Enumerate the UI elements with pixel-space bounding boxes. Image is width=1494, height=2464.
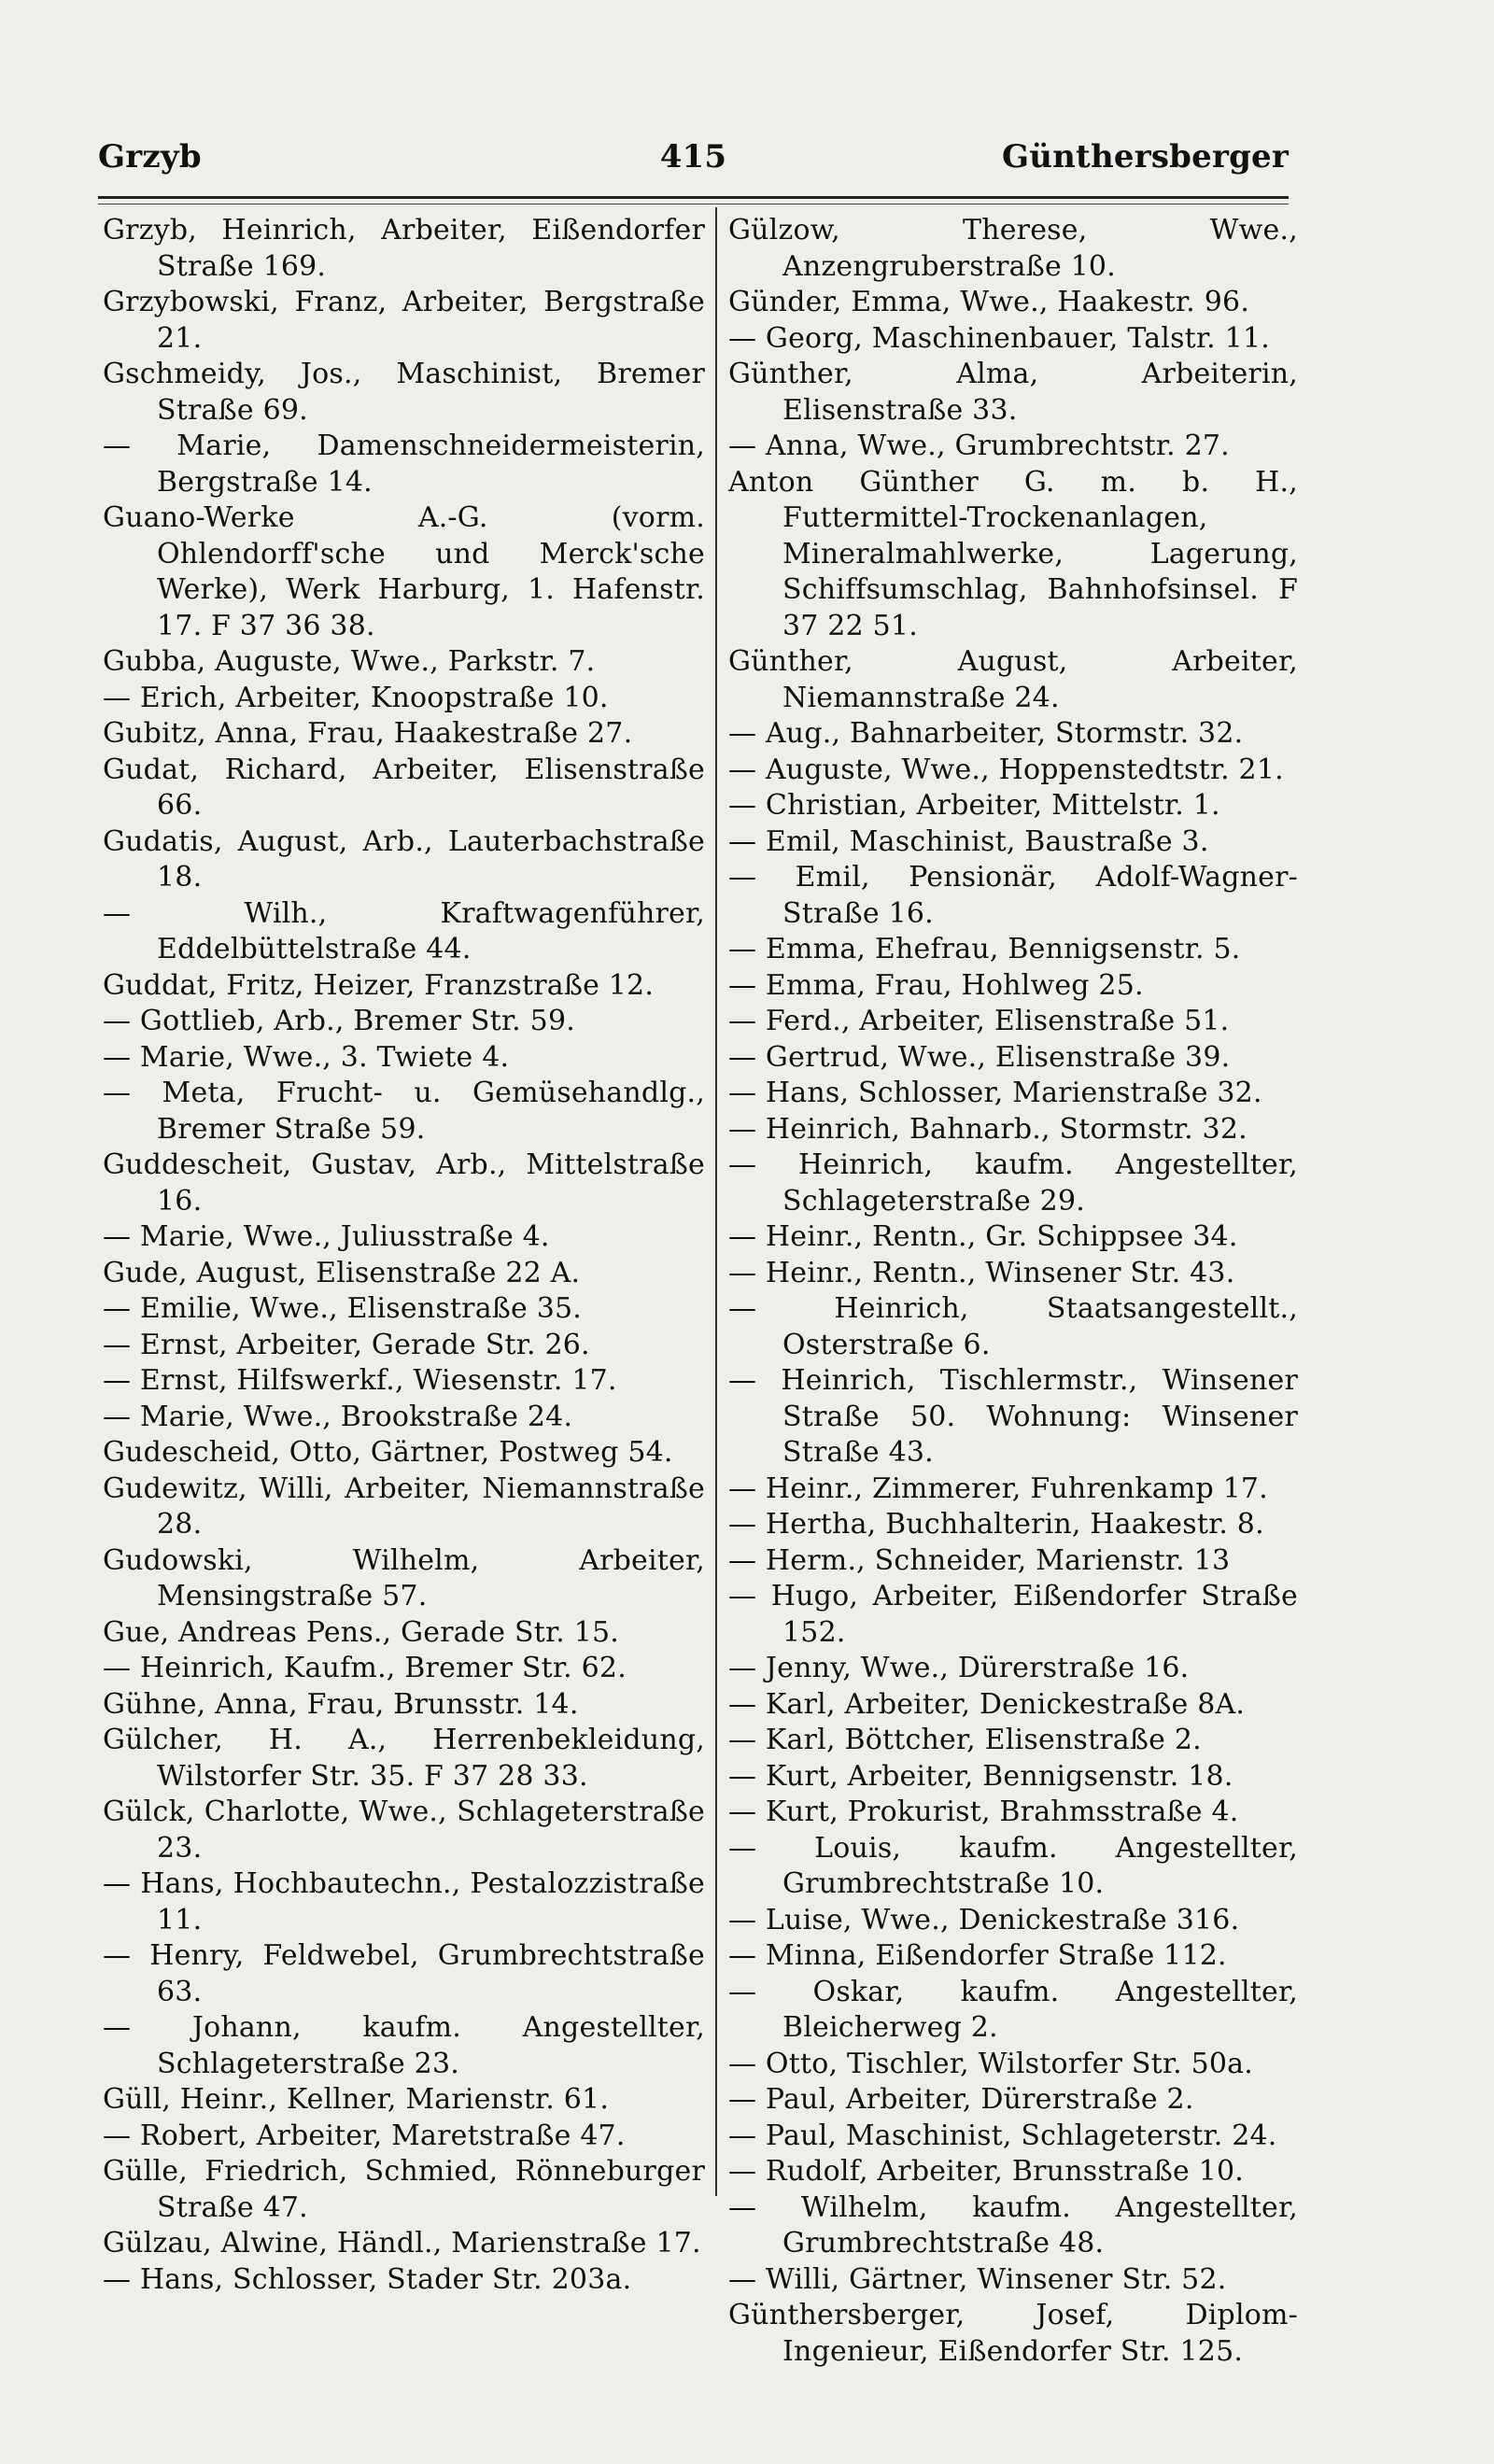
directory-entry: — Christian, Arbeiter, Mittelstr. 1. (728, 789, 1220, 822)
directory-entry: — Jenny, Wwe., Dürerstraße 16. (728, 1652, 1190, 1684)
directory-entry: Grzyb, Heinrich, Arbeiter, Eißendorfer Straße 169. (103, 214, 705, 283)
directory-entry: Gülle, Friedrich, Schmied, Rönneburger Straße 47. (103, 2155, 705, 2224)
directory-entry: — Gertrud, Wwe., Elisenstraße 39. (728, 1040, 1231, 1074)
directory-entry: — Kurt, Arbeiter, Bennigsenstr. 18. (728, 1759, 1233, 1793)
directory-entry: Anton Günther G. m. b. H., Futtermittel-Trockenanlagen, Mineralmahlwerke, Lagerung, Schiffsumschlag, Bahnhofsinsel. F 37 22 51. (728, 465, 1298, 642)
directory-entry: Günder, Emma, Wwe., Haakestr. 96. (728, 286, 1250, 318)
directory-entry: Gudescheid, Otto, Gärtner, Postweg 54. (103, 1436, 673, 1469)
directory-entry: — Georg, Maschinenbauer, Talstr. 11. (728, 321, 1270, 355)
directory-entry: — Heinrich, Tischlermstr., Winsener Straße 50. Wohnung: Winsener Straße 43. (728, 1364, 1298, 1469)
directory-entry: — Hans, Hochbautechn., Pestalozzistraße 11. (103, 1867, 705, 1936)
directory-entry: Gühne, Anna, Frau, Brunsstr. 14. (103, 1687, 579, 1721)
directory-entry: — Gottlieb, Arb., Bremer Str. 59. (103, 1005, 575, 1037)
directory-entry: — Karl, Böttcher, Elisenstraße 2. (728, 1724, 1202, 1756)
directory-entry: — Marie, Wwe., Juliusstraße 4. (103, 1220, 550, 1253)
directory-entry: — Emil, Maschinist, Baustraße 3. (728, 824, 1209, 858)
directory-entry: Gudat, Richard, Arbeiter, Elisenstraße 66. (103, 753, 705, 822)
directory-entry: — Anna, Wwe., Grumbrechtstr. 27. (728, 429, 1230, 462)
directory-entry: — Herm., Schneider, Marienstr. 13 (728, 1543, 1231, 1577)
directory-entry: — Wilhelm, kaufm. Angestellter, Grumbrechtstraße 48. (728, 2190, 1298, 2260)
directory-entry: — Wilh., Kraftwagenführer, Eddelbüttelstraße 44. (103, 896, 705, 965)
directory-entry: — Kurt, Prokurist, Brahmsstraße 4. (728, 1795, 1239, 1828)
directory-entry: — Heinrich, Bahnarb., Stormstr. 32. (728, 1112, 1247, 1146)
directory-entry: — Auguste, Wwe., Hoppenstedtstr. 21. (728, 753, 1284, 786)
directory-entry: — Paul, Arbeiter, Dürerstraße 2. (728, 2083, 1194, 2116)
directory-entry: Grzybowski, Franz, Arbeiter, Bergstraße 21. (103, 286, 705, 355)
directory-entry: — Robert, Arbeiter, Maretstraße 47. (103, 2119, 626, 2152)
directory-entry: — Emma, Ehefrau, Bennigsenstr. 5. (728, 933, 1241, 965)
directory-entry: — Marie, Wwe., 3. Twiete 4. (103, 1040, 510, 1074)
directory-entry: — Emil, Pensionär, Adolf-Wagner-Straße 16. (728, 861, 1298, 930)
directory-entry: — Erich, Arbeiter, Knoopstraße 10. (103, 681, 609, 714)
directory-entry: — Henry, Feldwebel, Grumbrechtstraße 63. (103, 1939, 705, 2008)
directory-entry: — Heinrich, Kaufm., Bremer Str. 62. (103, 1652, 627, 1684)
left-column (103, 213, 705, 2298)
directory-entry: Guano-Werke A.-G. (vorm. Ohlendorff'sche und Merck'sche Werke), Werk Harburg, 1. Hafenstr. 17. F 37 36 38. (103, 501, 705, 642)
directory-entry: — Emilie, Wwe., Elisenstraße 35. (103, 1292, 583, 1325)
directory-entry: — Willi, Gärtner, Winsener Str. 52. (728, 2262, 1227, 2296)
directory-entry: Gue, Andreas Pens., Gerade Str. 15. (103, 1615, 620, 1649)
right-column (728, 213, 1298, 2370)
directory-entry: — Oskar, kaufm. Angestellter, Bleicherweg 2. (728, 1975, 1298, 2044)
directory-entry: — Hugo, Arbeiter, Eißendorfer Straße 152. (728, 1580, 1298, 1649)
directory-entry: — Hans, Schlosser, Stader Str. 203a. (103, 2262, 632, 2296)
directory-entry: — Heinrich, Staatsangestellt., Osterstraße 6. (728, 1292, 1298, 1361)
directory-entry: Gubba, Auguste, Wwe., Parkstr. 7. (103, 645, 596, 678)
directory-entry: — Emma, Frau, Hohlweg 25. (728, 968, 1144, 1002)
page-header (98, 138, 1289, 194)
header-left-keyword: Grzyb (98, 138, 202, 176)
directory-entry: Gülzow, Therese, Wwe., Anzengruberstraße 10. (728, 214, 1298, 283)
directory-entry: Gschmeidy, Jos., Maschinist, Bremer Straße 69. (103, 358, 705, 427)
directory-entry: — Louis, kaufm. Angestellter, Grumbrechtstraße 10. (728, 1831, 1298, 1900)
directory-entry: — Heinr., Rentn., Gr. Schippsee 34. (728, 1220, 1238, 1253)
directory-entry: Guddescheit, Gustav, Arb., Mittelstraße 16. (103, 1148, 705, 1218)
directory-entry: — Hertha, Buchhalterin, Haakestr. 8. (728, 1508, 1264, 1541)
directory-entry: Gudewitz, Willi, Arbeiter, Niemannstraße 28. (103, 1471, 705, 1541)
page-number: 415 (659, 138, 727, 176)
directory-entry: Günthersberger, Josef, Diplom-Ingenieur, Eißendorfer Str. 125. (728, 2299, 1298, 2368)
directory-entry: — Heinr., Rentn., Winsener Str. 43. (728, 1256, 1235, 1289)
directory-entry: — Johann, kaufm. Angestellter, Schlageterstraße 23. (103, 2011, 705, 2080)
directory-entry: Gubitz, Anna, Frau, Haakestraße 27. (103, 717, 633, 750)
directory-entry: — Luise, Wwe., Denickestraße 316. (728, 1903, 1240, 1936)
directory-entry: — Minna, Eißendorfer Straße 112. (728, 1939, 1227, 1972)
directory-entry: Gülzau, Alwine, Händl., Marienstraße 17. (103, 2227, 701, 2260)
directory-entry: Gudatis, August, Arb., Lauterbachstraße 18. (103, 824, 705, 894)
directory-entry: — Ernst, Hilfswerkf., Wiesenstr. 17. (103, 1364, 617, 1397)
directory-entry: — Hans, Schlosser, Marienstraße 32. (728, 1077, 1262, 1109)
directory-entry: Günther, August, Arbeiter, Niemannstraße 24. (728, 645, 1298, 714)
header-right-keyword: Günthersberger (1001, 138, 1289, 176)
directory-entry: — Aug., Bahnarbeiter, Stormstr. 32. (728, 717, 1244, 750)
directory-entry: Günther, Alma, Arbeiterin, Elisenstraße 33. (728, 358, 1298, 427)
directory-entry: — Rudolf, Arbeiter, Brunsstraße 10. (728, 2155, 1245, 2188)
directory-entry: Guddat, Fritz, Heizer, Franzstraße 12. (103, 968, 655, 1002)
directory-entry: — Marie, Wwe., Brookstraße 24. (103, 1400, 573, 1433)
directory-entry: — Ernst, Arbeiter, Gerade Str. 26. (103, 1328, 590, 1361)
directory-entry: — Marie, Damenschneidermeisterin, Bergstraße 14. (103, 429, 705, 499)
header-rule (98, 196, 1289, 199)
directory-entry: — Heinrich, kaufm. Angestellter, Schlageterstraße 29. (728, 1148, 1298, 1218)
directory-entry: Gülcher, H. A., Herrenbekleidung, Wilstorfer Str. 35. F 37 28 33. (103, 1724, 705, 1793)
directory-entry: — Heinr., Zimmerer, Fuhrenkamp 17. (728, 1471, 1268, 1505)
directory-entry: — Meta, Frucht- u. Gemüsehandlg., Bremer Straße 59. (103, 1077, 705, 1146)
directory-entry: — Otto, Tischler, Wilstorfer Str. 50a. (728, 2047, 1253, 2080)
directory-entry: — Ferd., Arbeiter, Elisenstraße 51. (728, 1005, 1230, 1037)
directory-entry: Gudowski, Wilhelm, Arbeiter, Mensingstraße 57. (103, 1543, 705, 1612)
directory-entry: — Paul, Maschinist, Schlageterstr. 24. (728, 2119, 1277, 2152)
directory-entry: Güll, Heinr., Kellner, Marienstr. 61. (103, 2083, 610, 2116)
directory-entry: Gude, August, Elisenstraße 22 A. (103, 1256, 581, 1289)
directory-entry: Gülck, Charlotte, Wwe., Schlageterstraße 23. (103, 1795, 705, 1865)
directory-entry: — Karl, Arbeiter, Denickestraße 8A. (728, 1687, 1246, 1721)
column-divider (715, 207, 717, 2196)
